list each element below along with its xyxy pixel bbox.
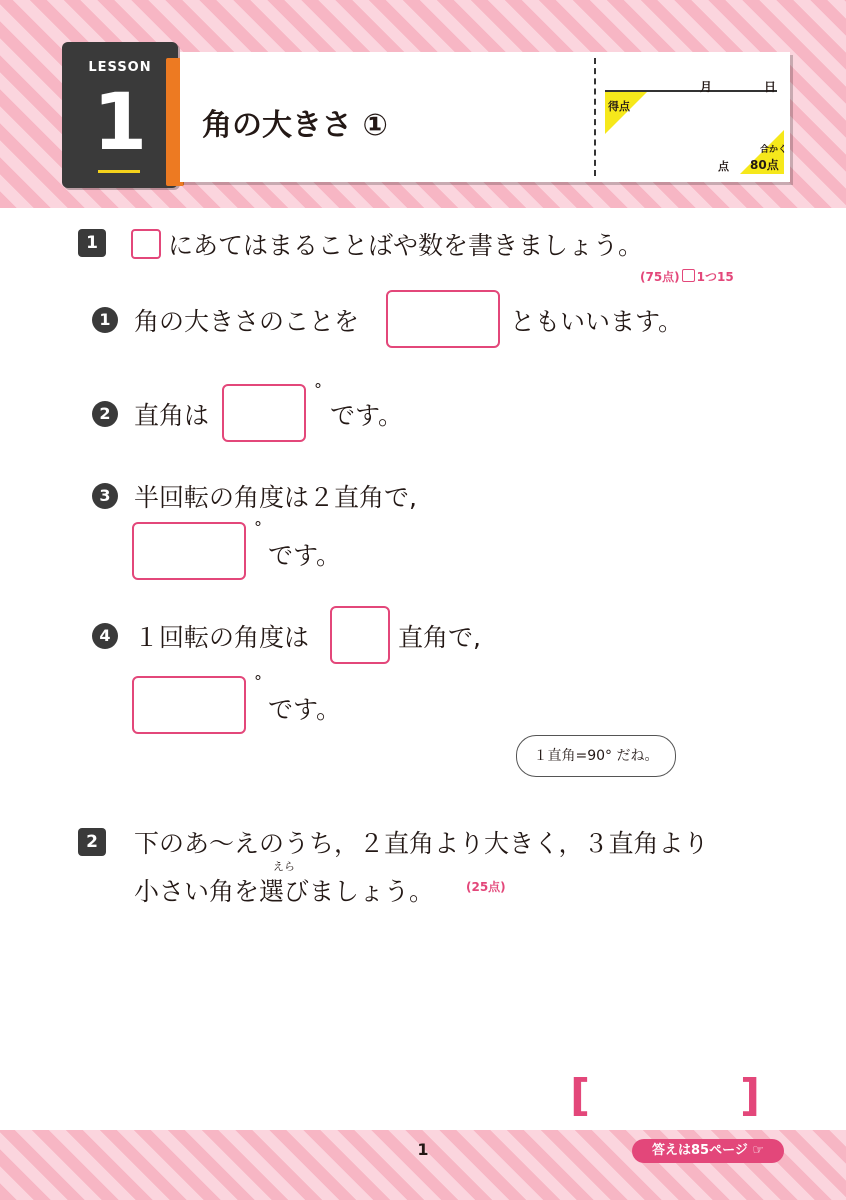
points-label: 点 <box>718 160 729 173</box>
item-4-answer-box[interactable] <box>132 676 246 734</box>
item-3-number: 3 <box>92 483 118 509</box>
hint-speech-bubble: １直角=90° だね。 <box>516 735 676 777</box>
question-2-points: (25点) <box>466 880 506 894</box>
score-label: 得点 <box>608 100 630 113</box>
item-1-text: 角の大きさのことを <box>134 307 360 336</box>
choice-e-label: え <box>680 990 694 1006</box>
choice-i-label: い <box>302 923 316 939</box>
item-4-number: 4 <box>92 623 118 649</box>
month-label: 月 <box>700 80 713 94</box>
pass-score: 80点 <box>750 158 779 172</box>
pass-label: 合かく <box>760 145 788 155</box>
lesson-number: 1 <box>92 78 148 168</box>
title-box <box>180 52 790 182</box>
choice-u-label: う <box>490 964 504 980</box>
item-3-after: です。 <box>268 541 342 570</box>
question-1-instruction: にあてはまることばや数を書きましょう。 <box>168 231 644 260</box>
item-4-mid: 直角で, <box>398 623 481 652</box>
item-2-number: 2 <box>92 401 118 427</box>
lesson-word: LESSON <box>88 60 152 75</box>
dashed-divider <box>594 58 596 176</box>
page-title: 角の大きさ ① <box>202 108 388 143</box>
item-4-text: １回転の角度は <box>134 623 310 652</box>
item-3-text: 半回転の角度は２直角で, <box>134 483 417 512</box>
item-2-degree: ° <box>314 380 322 399</box>
item-4-after: です。 <box>268 695 342 724</box>
item-2-answer-box[interactable] <box>222 384 306 442</box>
mini-box-icon <box>682 269 695 282</box>
item-3-answer-box[interactable] <box>132 522 246 580</box>
points-suffix: 1つ15 <box>696 270 734 284</box>
question-2-line-2: 小さい角を選びましょう。 <box>134 877 435 906</box>
item-4-count-box[interactable] <box>330 606 390 664</box>
lesson-badge <box>62 42 178 188</box>
item-1-answer-box[interactable] <box>386 290 500 348</box>
item-1-after: ともいいます。 <box>510 307 684 336</box>
question-1-points <box>640 268 734 285</box>
question-2-badge: 2 <box>78 828 106 856</box>
question-2-answer-field[interactable] <box>594 1072 734 1118</box>
answer-reference-link[interactable]: 答えは85ページ ☞ <box>632 1139 784 1163</box>
page-number: 1 <box>417 1140 429 1159</box>
points-prefix: (75点) <box>640 270 680 284</box>
item-2-after: です。 <box>330 401 404 430</box>
lesson-underline <box>98 170 140 173</box>
day-label: 日 <box>764 80 777 94</box>
ruby-reading: えら <box>273 860 295 873</box>
answer-bracket-left: [ <box>570 1070 591 1121</box>
item-1-number: 1 <box>92 307 118 333</box>
item-4-degree: ° <box>254 672 262 691</box>
item-2-text: 直角は <box>134 401 210 430</box>
question-1-badge: 1 <box>78 229 106 257</box>
answer-bracket-right: ] <box>740 1070 761 1121</box>
item-3-degree: ° <box>254 518 262 537</box>
answer-box-legend <box>131 229 161 259</box>
question-2-line-1: 下のあ〜えのうち，２直角より大きく，３直角より <box>134 829 709 858</box>
choice-a-label: あ <box>182 963 196 979</box>
